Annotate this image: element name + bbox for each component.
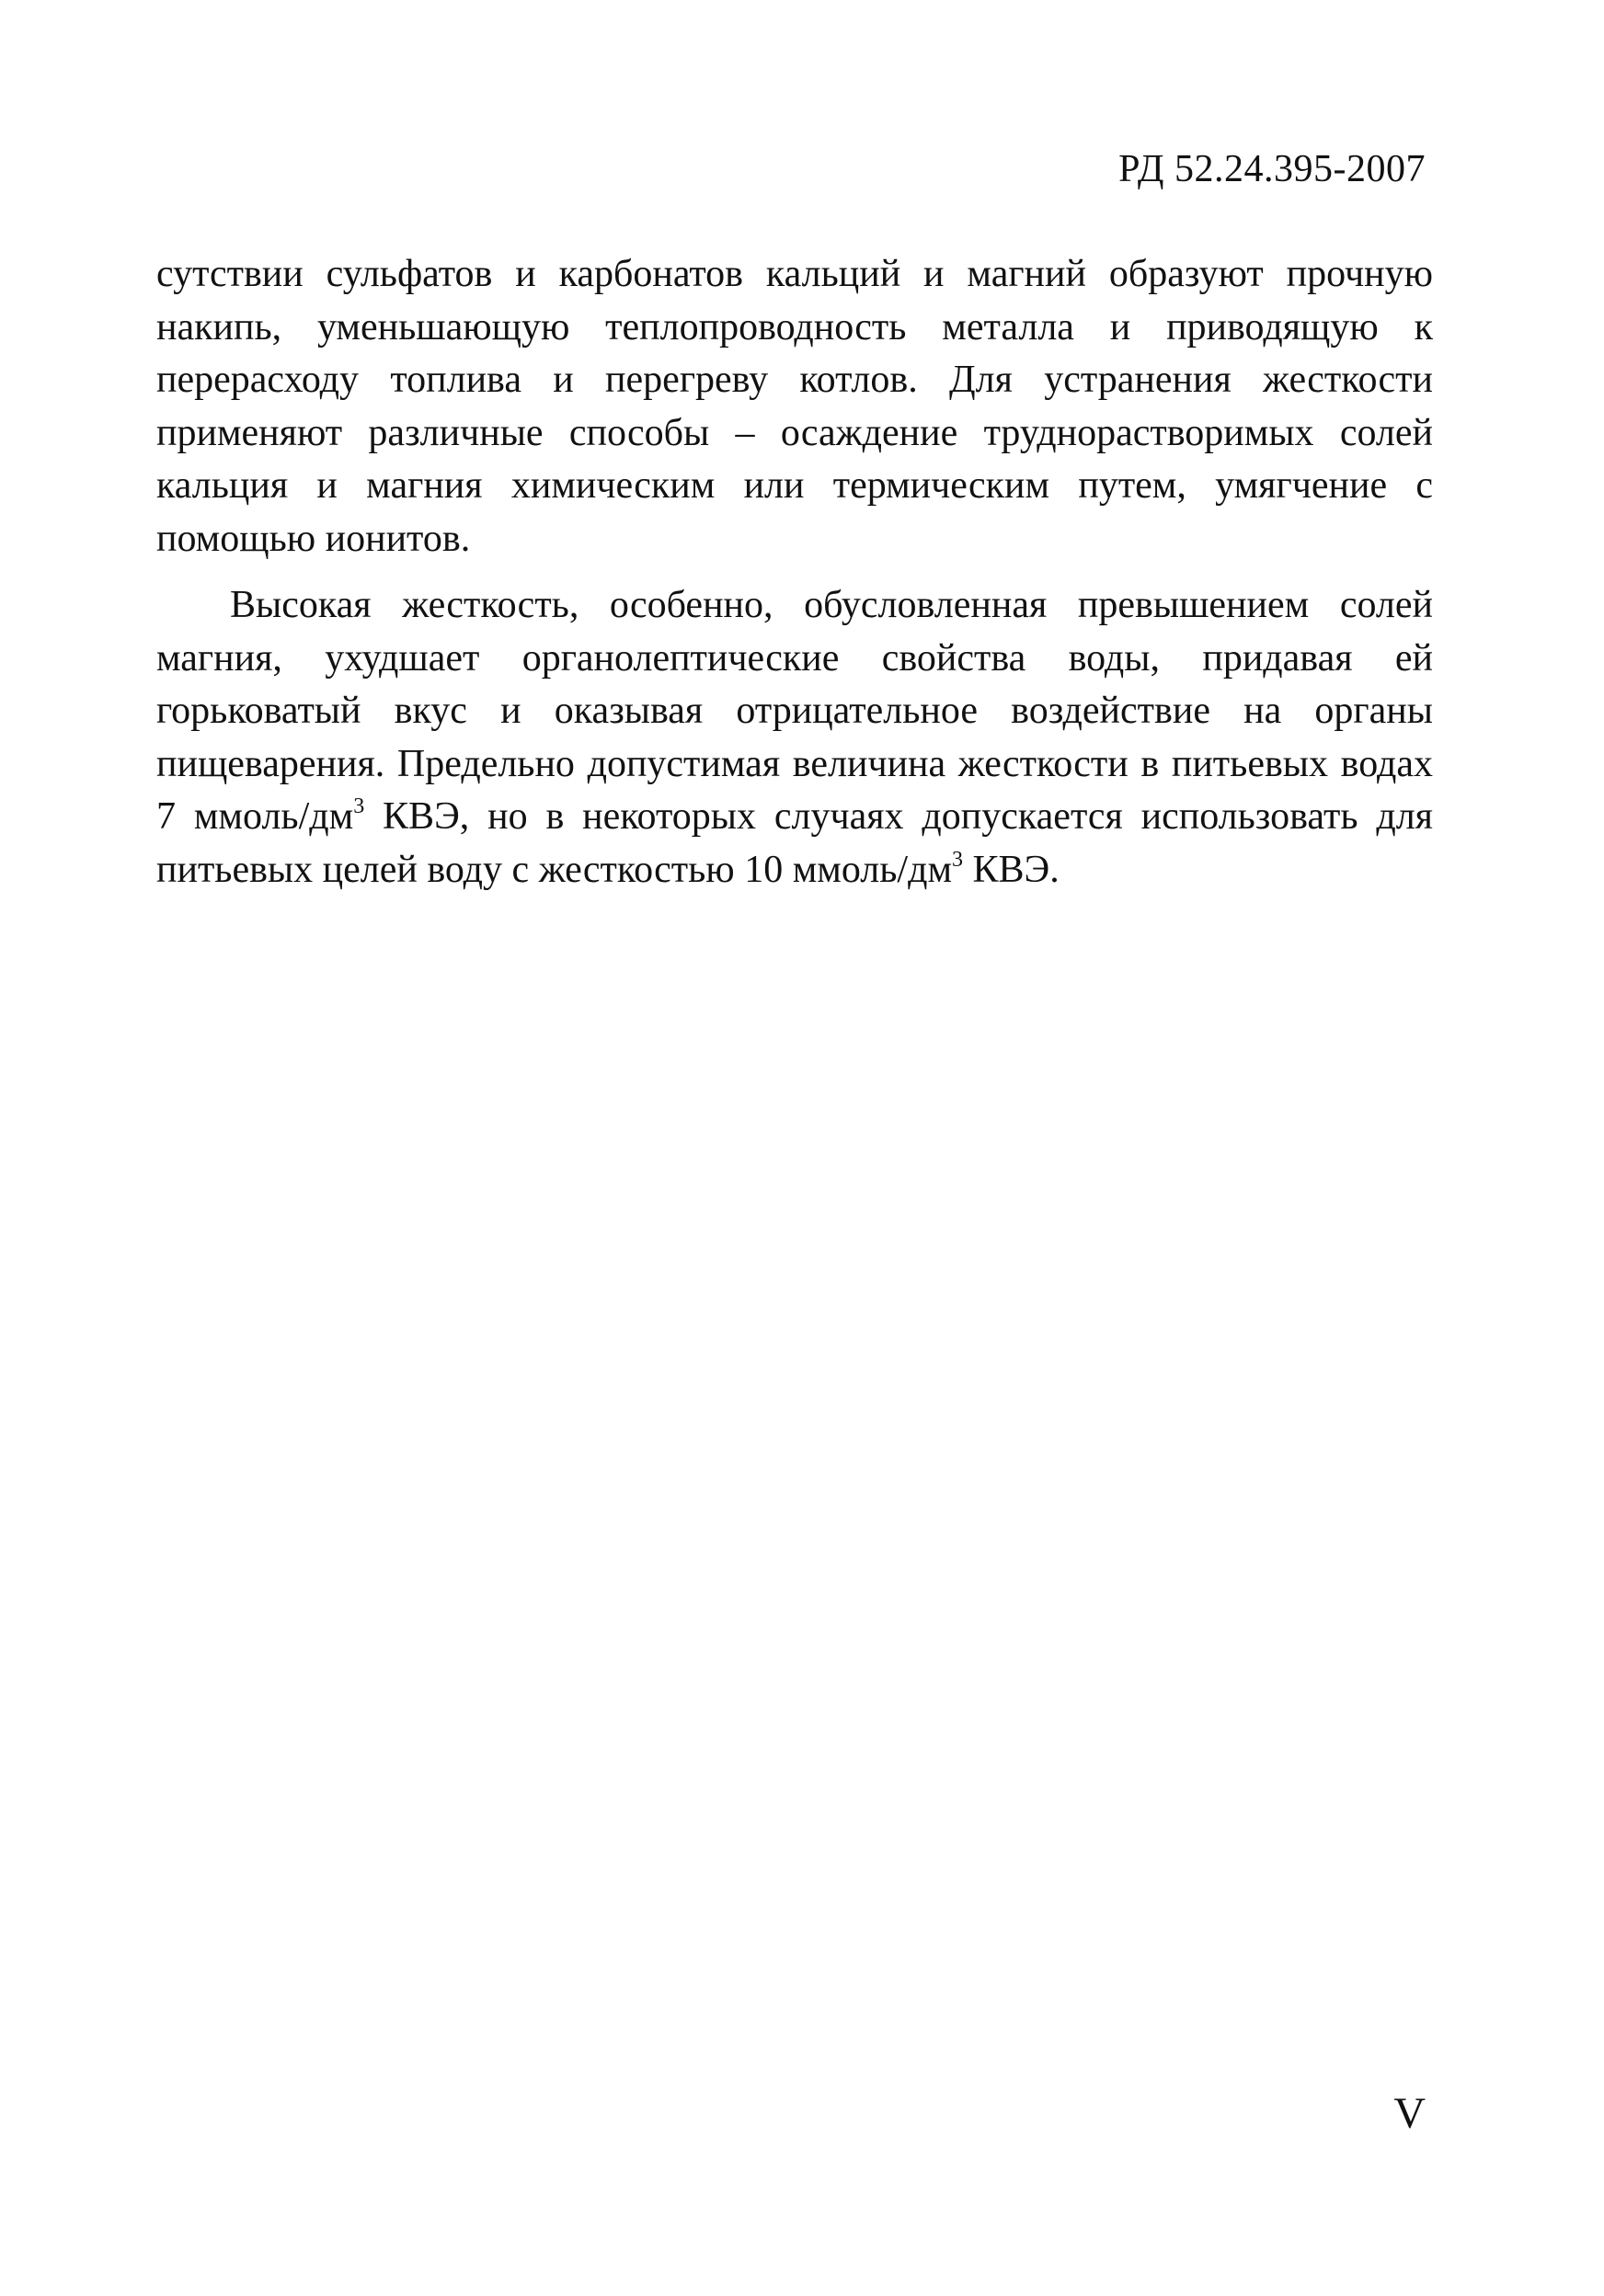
superscript-cubed: 3 <box>353 794 365 818</box>
body-text <box>156 248 1433 897</box>
paragraph-2-part-1: Высокая жесткость, особенно, обусловленная превышением солей магния, ухудшает органолептические свойства воды, придавая ей горьковатый вкус и оказывая отрицательное воздействие на органы пищеварения. Предельно допустимая величина жесткости в питьевых водах 7 ммоль/дм <box>156 584 1433 838</box>
page-number: V <box>1393 2089 1426 2138</box>
paragraph-1: сутствии сульфатов и карбонатов кальций и магний образуют прочную накипь, уменьшающую теплопроводность металла и приводящую к перерасходу топлива и перегреву котлов. Для устранения жесткости применяют различные способы – осаждение труднорастворимых солей кальция и магния химическим или термическим путем, умягчение с помощью ионитов. <box>156 253 1433 560</box>
paragraph-2-part-3: КВЭ. <box>963 848 1060 891</box>
superscript-cubed: 3 <box>952 847 964 872</box>
document-code: РД 52.24.395-2007 <box>1118 148 1426 190</box>
paragraph-2 <box>156 579 1433 897</box>
paragraph-2-part-2: КВЭ, но в некоторых случаях допускается использовать для питьевых целей воду с жесткостью 10 ммоль/дм <box>156 795 1433 891</box>
